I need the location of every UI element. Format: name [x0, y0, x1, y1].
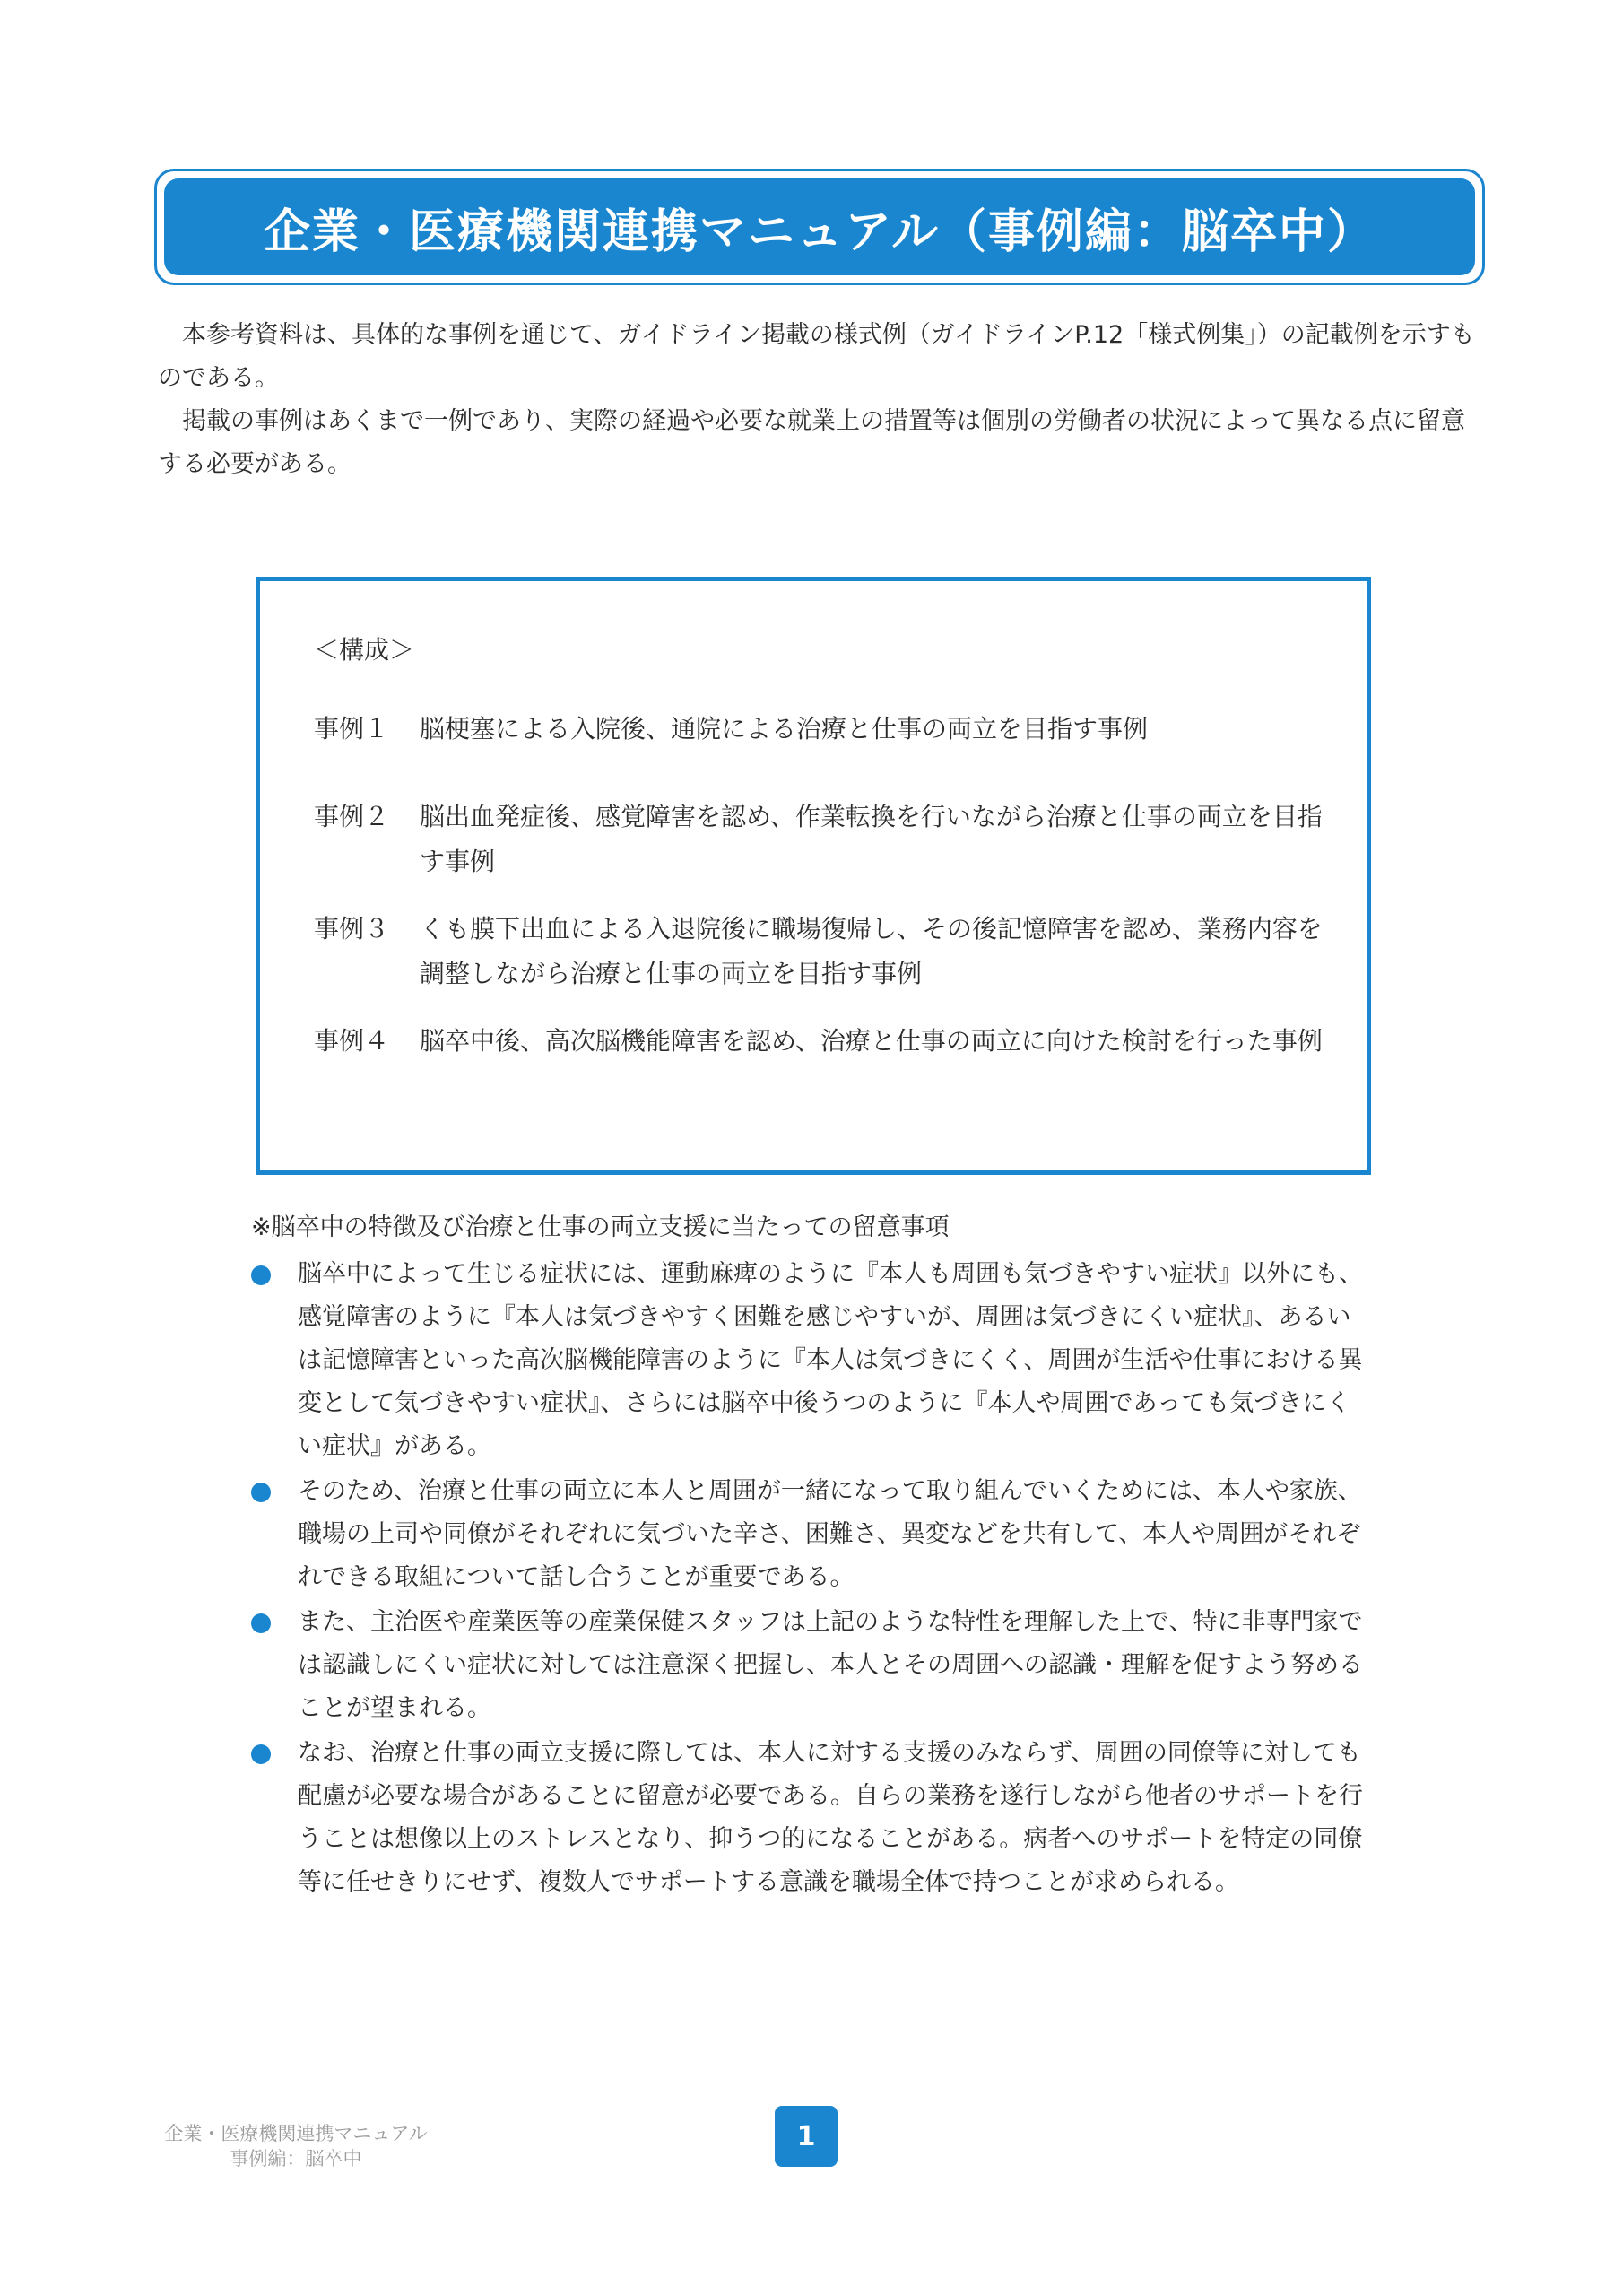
case-1-item: [314, 707, 1327, 752]
case-3-text: くも膜下出血による入退院後に職場復帰し、その後記憶障害を認め、業務内容を調整しながら治療と仕事の両立を目指す事例: [420, 914, 1323, 988]
note-item-4: [251, 1732, 1372, 1904]
bullet-icon: [251, 1265, 271, 1285]
intro-paragraph-2: 掲載の事例はあくまで一例であり、実際の経過や必要な就業上の措置等は個別の労働者の状況によって異なる点に留意する必要がある。: [158, 407, 1465, 478]
case-2-label: 事例２: [314, 802, 390, 831]
intro-section: [158, 314, 1485, 486]
note-text-2: そのため、治療と仕事の両立に本人と周囲が一緒になって取り組んでいくためには、本人や家族、職場の上司や同僚がそれぞれに気づいた辛さ、困難さ、異変などを共有して、本人や周囲がそれぞれできる取組について話し合うことが重要である。: [298, 1477, 1362, 1591]
note-text-4: なお、治療と仕事の両立支援に際しては、本人に対する支援のみならず、周囲の同僚等に対しても配慮が必要な場合があることに留意が必要である。自らの業務を遂行しながら他者のサポートを行うことは想像以上のストレスとなり、抑うつ的になることがある。病者へのサポートを特定の同僚等に任せきりにせず、複数人でサポートする意識を職場全体で持つことが求められる。: [298, 1739, 1363, 1896]
contents-heading: ＜構成＞: [314, 635, 415, 665]
case-4-label: 事例４: [314, 1026, 390, 1056]
note-item-3: [251, 1601, 1372, 1730]
notes-section: [251, 1206, 1372, 1906]
case-2-text: 脳出血発症後、感覚障害を認め、作業転換を行いながら治療と仕事の両立を目指す事例: [420, 802, 1323, 876]
case-4-text: 脳卒中後、高次脳機能障害を認め、治療と仕事の両立に向けた検討を行った事例: [420, 1026, 1323, 1056]
case-3-label: 事例３: [314, 914, 390, 944]
bullet-icon: [251, 1744, 271, 1764]
footer-line-2: 事例編：脳卒中: [230, 2148, 362, 2170]
notes-heading: ※脳卒中の特徴及び治療と仕事の両立支援に当たっての留意事項: [251, 1213, 950, 1241]
contents-box: [256, 577, 1371, 1175]
note-text-1: 脳卒中によって生じる症状には、運動麻痺のように『本人も周囲も気づきやすい症状』以外にも、感覚障害のように『本人は気づきやすく困難を感じやすいが、周囲は気づきにくい症状』、あるいは記憶障害といった高次脳機能障害のように『本人は気づきにくく、周囲が生活や仕事における異変として気づきやすい症状』、さらには脳卒中後うつのように『本人や周囲であっても気づきにくい症状』がある。: [298, 1260, 1363, 1460]
bullet-icon: [251, 1483, 271, 1502]
case-2-item: [314, 795, 1327, 884]
footer-line-1: 企業・医療機関連携マニュアル: [164, 2123, 428, 2144]
case-1-label: 事例１: [314, 714, 390, 744]
intro-paragraph-1: 本参考資料は、具体的な事例を通じて、ガイドライン掲載の様式例（ガイドラインP.12「様式例集」）の記載例を示すものである。: [158, 321, 1475, 392]
page-title: 企業・医療機関連携マニュアル（事例編：脳卒中）: [264, 204, 1376, 259]
footer-manual-name: [143, 2121, 448, 2171]
note-item-1: [251, 1253, 1372, 1468]
note-item-2: [251, 1470, 1372, 1599]
case-4-item: [314, 1019, 1327, 1064]
page-number: 1: [775, 2106, 838, 2167]
note-text-3: また、主治医や産業医等の産業保健スタッフは上記のような特性を理解した上で、特に非専門家では認識しにくい症状に対しては注意深く把握し、本人とその周囲への認識・理解を促すよう努めることが望まれる。: [298, 1608, 1363, 1722]
title-frame: [154, 169, 1485, 285]
title-bar: [164, 178, 1475, 275]
case-3-item: [314, 907, 1327, 996]
case-1-text: 脳梗塞による入院後、通院による治療と仕事の両立を目指す事例: [420, 714, 1149, 744]
bullet-icon: [251, 1613, 271, 1633]
